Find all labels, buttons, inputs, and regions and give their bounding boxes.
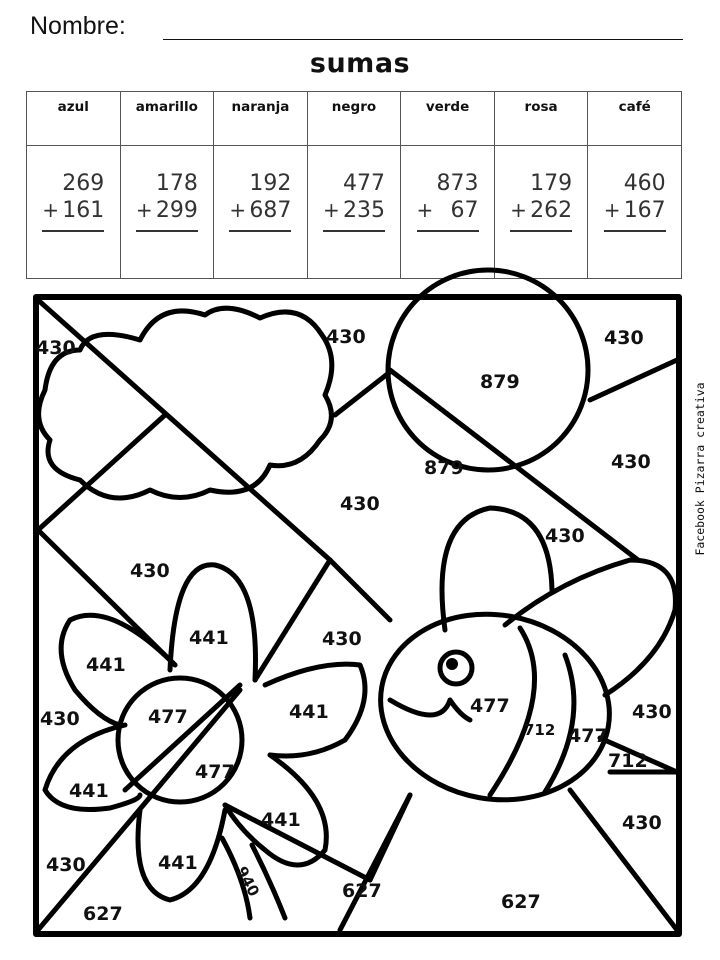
plus-sign: + — [42, 198, 60, 222]
addend-bottom: 161 — [62, 198, 105, 223]
addend-top: 179 — [530, 171, 573, 196]
bee-wing-right — [505, 560, 675, 695]
page-title: sumas — [309, 48, 411, 79]
plus-sign: + — [229, 198, 247, 222]
plus-sign: + — [416, 198, 434, 222]
plus-sign: + — [322, 198, 340, 222]
petal-top — [170, 565, 256, 680]
region-number: 430 — [130, 560, 170, 582]
region-number: 940 — [232, 863, 264, 900]
credit-watermark — [692, 340, 708, 600]
color-header: negro — [307, 92, 401, 146]
region-number: 430 — [326, 326, 366, 348]
addend-bottom: 262 — [530, 198, 573, 223]
addend-top: 460 — [623, 171, 666, 196]
region-number: 430 — [40, 708, 80, 730]
region-number: 430 — [622, 812, 662, 834]
region-number: 430 — [46, 854, 86, 876]
color-header: azul — [27, 92, 121, 146]
addend-top: 477 — [342, 171, 385, 196]
region-number: 430 — [36, 337, 76, 359]
color-header: amarillo — [120, 92, 214, 146]
region-number: 879 — [424, 457, 464, 479]
addend-bottom: 67 — [450, 198, 479, 223]
region-number: 477 — [195, 761, 235, 783]
region-number: 441 — [69, 780, 109, 802]
addend-top: 873 — [436, 171, 479, 196]
region-number: 430 — [611, 451, 651, 473]
region-number: 441 — [261, 809, 301, 831]
addend-bottom: 167 — [623, 198, 666, 223]
region-number: 430 — [632, 701, 672, 723]
plus-sign: + — [510, 198, 527, 222]
region-number: 430 — [322, 628, 362, 650]
region-number: 627 — [342, 880, 382, 902]
bee-wing-top — [442, 508, 552, 630]
region-number: 477 — [470, 695, 510, 717]
addend-top: 269 — [62, 171, 105, 196]
addend-top: 178 — [155, 171, 198, 196]
region-number: 477 — [568, 725, 608, 747]
region-number: 441 — [86, 654, 126, 676]
credit-text: Facebook Pizarra creativa — [693, 382, 707, 556]
color-header: café — [588, 92, 682, 146]
region-number: 430 — [340, 493, 380, 515]
region-number: 712 — [524, 721, 556, 739]
addend-top: 192 — [249, 171, 292, 196]
region-number: 477 — [148, 706, 188, 728]
addend-bottom: 299 — [155, 198, 198, 223]
region-number: 430 — [545, 525, 585, 547]
picture-frame — [36, 297, 679, 934]
color-header: rosa — [494, 92, 588, 146]
region-number: 712 — [608, 750, 648, 772]
name-label: Nombre: — [30, 12, 126, 40]
plus-sign: + — [135, 198, 153, 222]
addend-bottom: 687 — [249, 198, 292, 223]
region-number: 627 — [501, 891, 541, 913]
addend-bottom: 235 — [342, 198, 385, 223]
region-number: 879 — [480, 371, 520, 393]
plus-sign: + — [603, 198, 621, 222]
region-number: 627 — [83, 903, 123, 925]
color-header: naranja — [214, 92, 308, 146]
bee-smile — [390, 700, 470, 720]
region-number: 430 — [604, 327, 644, 349]
region-number: 441 — [289, 701, 329, 723]
color-header: verde — [401, 92, 495, 146]
region-number: 441 — [189, 627, 229, 649]
region-number: 441 — [158, 852, 198, 874]
